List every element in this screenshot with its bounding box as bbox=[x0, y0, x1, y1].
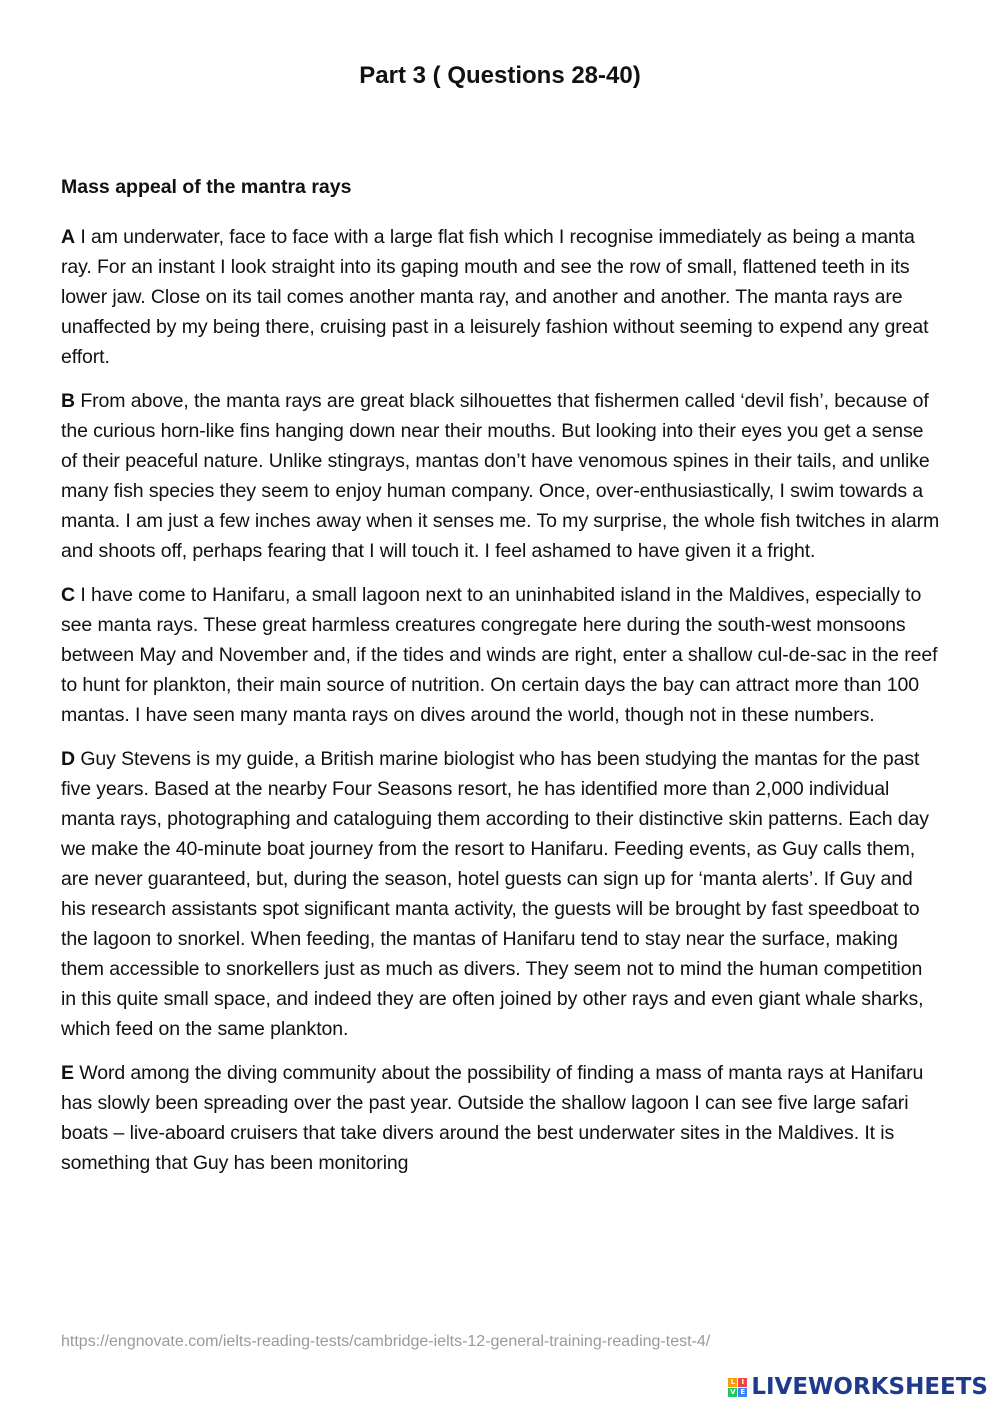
paragraph-letter: C bbox=[61, 584, 75, 606]
page-title: Part 3 ( Questions 28-40) bbox=[359, 62, 641, 89]
paragraph-text: Word among the diving community about the possibility of finding a mass of manta rays at Hanifaru has slowly been spreading over the past year. Outside the shallow lagoon I can see five large safari boats – live-aboard cruisers that take divers around the best underwater sites in the Maldives. It is something that Guy has been monitoring bbox=[61, 1062, 924, 1174]
paragraph-text: I am underwater, face to face with a large flat fish which I recognise immediately as being a manta ray. For an instant I look straight into its gaping mouth and see the row of small, flattened teeth in its lower jaw. Close on its tail comes another manta ray, and another and another. The manta rays are unaffected by my being there, cruising past in a leisurely fashion without seeming to expend any great effort. bbox=[61, 226, 929, 368]
paragraph-d bbox=[61, 744, 941, 1044]
paragraph-text: I have come to Hanifaru, a small lagoon next to an uninhabited island in the Maldives, especially to see manta rays. These great harmless creatures congregate here during the south-west monsoons between May and November and, if the tides and winds are right, enter a shallow cul-de-sac in the reef to hunt for plankton, their main source of nutrition. On certain days the bay can attract more than 100 mantas. I have seen many manta rays on dives around the world, though not in these numbers. bbox=[61, 584, 938, 726]
logo-tile: V bbox=[730, 1387, 736, 1396]
logo-tile: I bbox=[738, 1378, 747, 1387]
paragraph-letter: B bbox=[61, 390, 75, 412]
paragraph-c bbox=[61, 580, 941, 730]
article bbox=[61, 172, 941, 1192]
paragraph-b bbox=[61, 386, 941, 566]
source-url: https://engnovate.com/ielts-reading-tests/cambridge-ielts-12-general-training-reading-test-4/ bbox=[61, 1333, 711, 1350]
paragraph-e bbox=[61, 1058, 941, 1178]
paragraph-text: Guy Stevens is my guide, a British marine biologist who has been studying the mantas for the past five years. Based at the nearby Four Seasons resort, he has identified more than 2,000 individual manta rays, photographing and cataloguing them according to their distinctive skin patterns. Each day we make the 40-minute boat journey from the resort to Hanifaru. Feeding events, as Guy calls them, are never guaranteed, but, during the season, hotel guests can sign up for ‘manta alerts’. If Guy and his research assistants spot significant manta activity, the guests will be brought by fast speedboat to the lagoon to snorkel. When feeding, the mantas of Hanifaru tend to stay near the surface, making them accessible to snorkellers just as much as divers. They seem not to mind the human competition in this quite small space, and indeed they are often joined by other rays and even giant whale sharks, which feed on the same plankton. bbox=[61, 748, 929, 1040]
logo-tile: L bbox=[728, 1378, 737, 1387]
brand-name: LIVEWORKSHEETS bbox=[751, 1374, 988, 1400]
paragraph-letter: A bbox=[61, 226, 75, 248]
paragraph-a bbox=[61, 222, 941, 372]
logo-tile: E bbox=[738, 1388, 747, 1397]
liveworksheets-brand[interactable] bbox=[728, 1374, 988, 1400]
article-heading: Mass appeal of the mantra rays bbox=[61, 176, 352, 198]
paragraph-letter: E bbox=[61, 1062, 74, 1084]
paragraph-text: From above, the manta rays are great black silhouettes that fishermen called ‘devil fish’, because of the curious horn-like fins hanging down near their mouths. But looking into their eyes you get a sense of their peaceful nature. Unlike stingrays, mantas don’t have venomous spines in their tails, and unlike many fish species they seem to enjoy human company. Once, over-enthusiastically, I swim towards a manta. I am just a few inches away when it senses me. To my surprise, the whole fish twitches in alarm and shoots off, perhaps fearing that I will touch it. I feel ashamed to have given it a fright. bbox=[61, 390, 940, 562]
liveworksheets-logo-icon bbox=[728, 1378, 747, 1397]
paragraph-letter: D bbox=[61, 748, 75, 770]
